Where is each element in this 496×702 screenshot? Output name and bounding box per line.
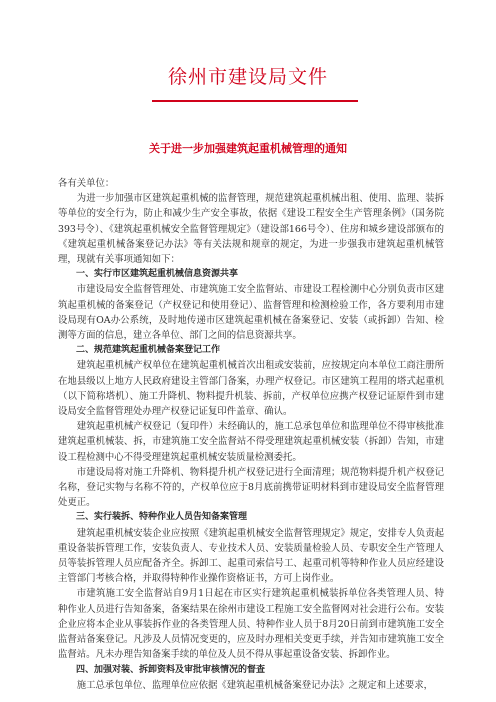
document-body [58,176,444,693]
section-1-paragraph-1: 市建设局安全监督管理处、市建筑施工安全监督站、市建设工程检测中心分别负责市区建筑起重机械的备案登记（产权登记和使用登记）、监督管理和检测检验工作，各方要利用市建设局现有OA办公系统，及时地传递市区建筑起重机械在备案登记、安装（或拆卸）告知、检测等方面的信息，建立各单位、部门之间的信息资源共享。 [58,284,444,342]
section-heading-3: 三、实行装拆、特种作业人员告知备案管理 [76,512,248,523]
section-3-paragraph-1: 建筑起重机械安装企业应按照《建筑起重机械安全监督管理规定》规定，安排专人负责起重设备装拆管理工作，安装负责人、专业技术人员、安装质量检验人员、专职安全生产管理人员等装拆管理人员应配备齐全。拆卸工、起重司索信号工、起重司机等特种作业人员应经建设主管部门考核合格，并取得特种作业操作资格证书，方可上岗作业。 [58,527,444,585]
section-2-paragraph-2: 建筑起重机械产权登记（复印件）未经确认的，施工总承包单位和监理单位不得审核批准建筑起重机械装、拆，市建筑施工安全监督站不得受理建筑起重机械安装（拆卸）告知，市建设工程检测中心不得受理建筑起重机械安装质量检测委托。 [58,421,444,463]
section-heading-2: 二、规范建筑起重机械备案登记工作 [76,345,221,356]
issuer-header: 徐州市建设局文件 [167,66,328,88]
section-heading-4: 四、加强对装、拆卸资料及审批审核情况的督查 [76,664,266,675]
section-4-paragraph-1: 施工总承包单位、监理单位应依据《建筑起重机械备案登记办法》之规定和上述要求， [76,679,434,691]
section-2-paragraph-1: 建筑起重机械产权单位在建筑起重机械首次出租或安装前，应按规定向本单位工商注册所在地县级以上地方人民政府建设主管部门备案，办理产权登记。市区建筑工程用的塔式起重机（以下简称塔机）、施工升降机、物料提升机装、拆前，产权单位应携产权登记证原件到市建设局安全监督管理处办理产权登记证复印件盖章、确认。 [58,360,444,418]
document-title: 关于进一步加强建筑起重机械管理的通知 [149,142,347,155]
section-2-paragraph-3: 市建设局将对施工升降机、物料提升机产权登记进行全面清理；规范物料提升机产权登记名称，登记实物与名称不符的，产权单位应于8月底前携带证明材料到市建设局安全监督管理处更正。 [58,466,444,509]
red-header-rule [152,100,358,102]
salutation: 各有关单位： [58,178,115,189]
section-heading-1: 一、实行市区建筑起重机械信息资源共享 [76,269,239,280]
section-3-paragraph-2: 市建筑施工安全监督站自9月1日起在市区实行建筑起重机械装拆单位各类管理人员、特种作业人员进行告知备案，备案结果在徐州市建设工程施工安全监督网对社会进行公布。安装企业应将本企业从事装拆作业的各类管理人员、特种作业人员于8月20日前到市建筑施工安全监督站备案登记。凡涉及人员情况变更的，应及时办理相关变更手续，并告知市建筑施工安全监督站。凡未办理告知备案手续的单位及人员不得从事起重设备安装、拆卸作业。 [58,588,444,661]
intro-paragraph: 为进一步加强市区建筑起重机械的监督管理，规范建筑起重机械出租、使用、监理、装拆等单位的安全行为，防止和减少生产安全事故，依据《建设工程安全生产管理条例》（国务院393号令）、《建筑起重机械安全监督管理规定》（建设部166号令）、住房和城乡建设部颁布的《建筑起重机械备案登记办法》等有关法规和规章的规定，为进一步强我市建筑起重机械管理，现就有关事项通知如下： [58,193,444,266]
